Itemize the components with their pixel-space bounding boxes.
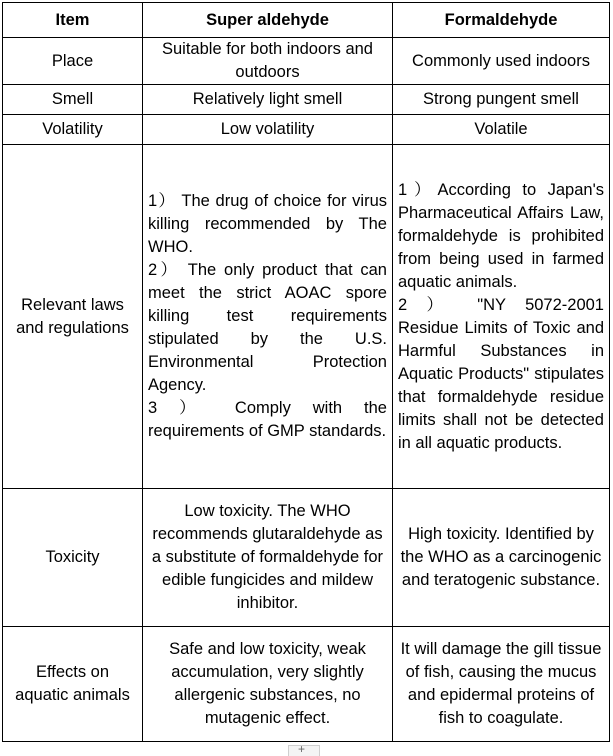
row-label: Volatility (3, 115, 143, 145)
formaldehyde-cell: Strong pungent smell (393, 85, 610, 115)
regulation-paragraph: 2） The only product that can meet the strict AOAC spore killing test requirements stipulated by the U.S. Environmental Protection Agency. (148, 261, 387, 394)
table-row-effects (3, 627, 610, 742)
table-row-laws (3, 145, 610, 489)
comparison-table (2, 2, 610, 742)
super-aldehyde-cell: Safe and low toxicity, weak accumulation, very slightly allergenic substances, no mutagenic effect. (143, 627, 393, 742)
header-item: Item (3, 3, 143, 38)
regulation-paragraph: 2 ） "NY 5072-2001 Residue Limits of Toxic and Harmful Substances in Aquatic Products" stipulates that formaldehyde residue limits shall not be detected in all aquatic products. (398, 295, 604, 452)
table-row-volatility (3, 115, 610, 145)
regulation-paragraph: 3 ） Comply with the requirements of GMP standards. (148, 399, 387, 440)
header-super-aldehyde: Super aldehyde (143, 3, 393, 38)
row-label: Toxicity (3, 489, 143, 627)
super-aldehyde-cell: Low volatility (143, 115, 393, 145)
super-aldehyde-cell: Suitable for both indoors and outdoors (143, 38, 393, 85)
super-aldehyde-cell (143, 145, 393, 489)
add-tab-button[interactable] (288, 742, 320, 756)
table-row-toxicity (3, 489, 610, 627)
header-row (3, 3, 610, 38)
row-label: Effects on aquatic animals (3, 627, 143, 742)
formaldehyde-cell (393, 145, 610, 489)
header-formaldehyde: Formaldehyde (393, 3, 610, 38)
row-label: Place (3, 38, 143, 85)
formaldehyde-cell: High toxicity. Identified by the WHO as a carcinogenic and teratogenic substance. (393, 489, 610, 627)
table-row-smell (3, 85, 610, 115)
table-row-place (3, 38, 610, 85)
formaldehyde-cell: Commonly used indoors (393, 38, 610, 85)
super-aldehyde-cell: Low toxicity. The WHO recommends glutaraldehyde as a substitute of formaldehyde for edible fungicides and mildew inhibitor. (143, 489, 393, 627)
regulation-paragraph: 1）According to Japan's Pharmaceutical Affairs Law, formaldehyde is prohibited from being used in farmed aquatic animals. (398, 180, 604, 291)
formaldehyde-cell: It will damage the gill tissue of fish, causing the mucus and epidermal proteins of fish to coagulate. (393, 627, 610, 742)
row-label: Relevant laws and regulations (3, 145, 143, 489)
formaldehyde-cell: Volatile (393, 115, 610, 145)
regulation-paragraph: 1） The drug of choice for virus killing recommended by The WHO. (148, 192, 387, 256)
super-aldehyde-cell: Relatively light smell (143, 85, 393, 115)
row-label: Smell (3, 85, 143, 115)
plus-icon: + (298, 742, 306, 756)
